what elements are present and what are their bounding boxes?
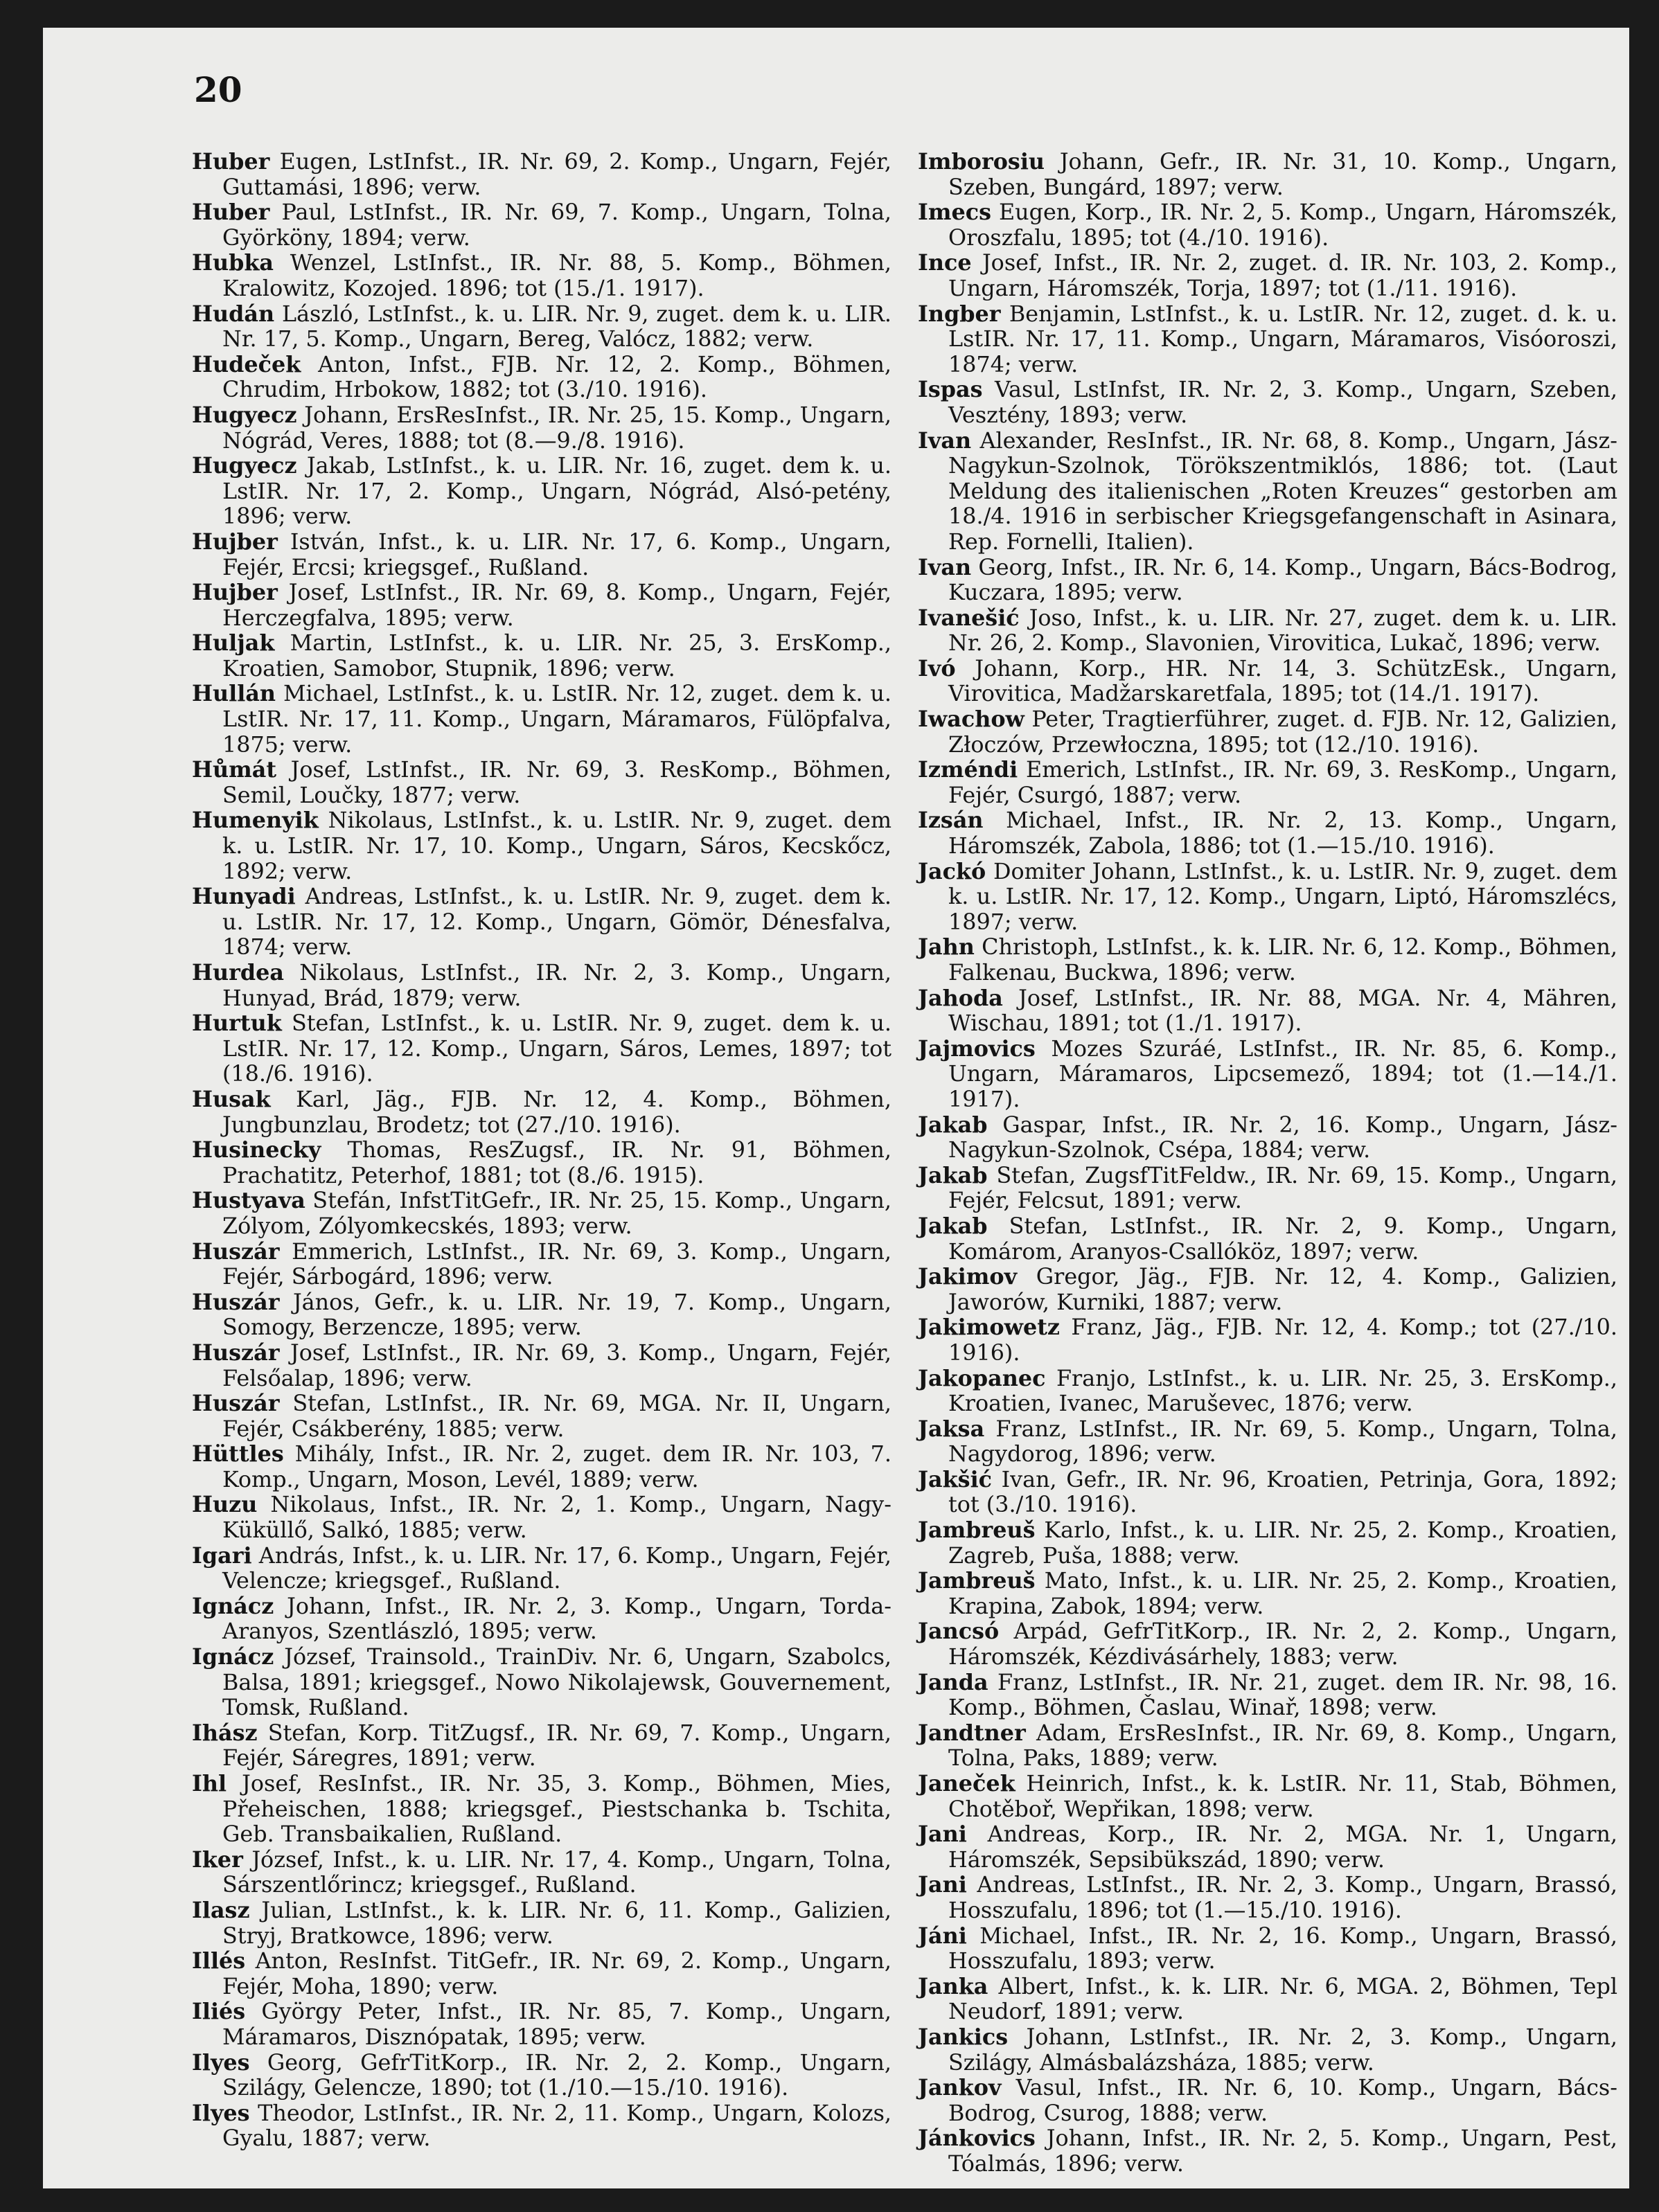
entry-surname: Jáni	[918, 1923, 967, 1949]
list-entry	[918, 1873, 1617, 1923]
list-entry	[192, 580, 891, 631]
entry-details: Johann, Gefr., IR. Nr. 31, 10. Komp., Ungarn, Szeben, Bungárd, 1897; verw.	[948, 149, 1617, 200]
entry-surname: Hujber	[192, 580, 278, 606]
list-entry	[192, 1442, 891, 1492]
list-entry	[918, 2126, 1617, 2177]
entry-surname: Jancsó	[918, 1618, 1000, 1645]
entry-surname: Janda	[918, 1669, 988, 1695]
entry-details: Emerich, LstInfst., IR. Nr. 69, 3. ResKomp., Ungarn, Fejér, Csurgó, 1887; verw.	[948, 757, 1617, 808]
list-entry	[192, 961, 891, 1011]
entry-details: Joso, Infst., k. u. LIR. Nr. 27, zuget. dem k. u. LIR. Nr. 26, 2. Komp., Slavonien, Virovitica, Lukač, 1896; verw.	[948, 605, 1617, 657]
entry-surname: Jakšić	[918, 1466, 993, 1492]
list-entry	[192, 1341, 891, 1391]
entry-details: Franz, LstInfst., IR. Nr. 21, zuget. dem IR. Nr. 98, 16. Komp., Böhmen, Časlau, Winař, 1898; verw.	[948, 1669, 1618, 1721]
entry-details: Johann, Infst., IR. Nr. 2, 5. Komp., Ungarn, Pest, Tóalmás, 1896; verw.	[948, 2125, 1617, 2177]
entry-details: Franz, LstInfst., IR. Nr. 69, 5. Komp., Ungarn, Tolna, Nagydorog, 1896; verw.	[948, 1416, 1617, 1468]
entry-surname: Janka	[918, 1973, 988, 1999]
list-entry	[918, 2076, 1617, 2126]
list-entry	[918, 1721, 1617, 1772]
entry-surname: Hůmát	[192, 757, 277, 783]
entry-details: Albert, Infst., k. k. LIR. Nr. 6, MGA. 2, Böhmen, Tepl Neudorf, 1891; verw.	[948, 1973, 1618, 2025]
left-column	[192, 150, 891, 2152]
list-entry	[918, 1569, 1617, 1619]
entry-surname: Jakimowetz	[918, 1314, 1060, 1341]
entry-surname: Husak	[192, 1086, 271, 1112]
entry-details: Mozes Szuráé, LstInfst., IR. Nr. 85, 6. Komp., Ungarn, Máramaros, Lipcsemező, 1894; tot (1.—14./1. 1917).	[948, 1035, 1617, 1112]
entry-surname: Jakab	[918, 1112, 988, 1138]
entry-surname: Jankov	[918, 2075, 1002, 2101]
entry-surname: Ilyes	[192, 2049, 250, 2076]
entry-details: Thomas, ResZugsf., IR. Nr. 91, Böhmen, Prachatitz, Peterhof, 1881; tot (8./6. 1915).	[222, 1137, 891, 1188]
entry-surname: Jahoda	[918, 985, 1003, 1011]
entry-details: Franjo, LstInfst., k. u. LIR. Nr. 25, 3. ErsKomp., Kroatien, Ivanec, Maruševec, 1876; verw.	[948, 1365, 1617, 1417]
list-entry	[918, 1037, 1617, 1113]
entry-details: Josef, LstInfst., IR. Nr. 69, 8. Komp., Ungarn, Fejér, Herczegfalva, 1895; verw.	[222, 580, 892, 631]
entry-surname: Ignácz	[192, 1593, 274, 1619]
entry-details: András, Infst., k. u. LIR. Nr. 17, 6. Komp., Ungarn, Fejér, Velencze; kriegsgef., Rußland.	[222, 1542, 892, 1594]
page-number: 20	[194, 69, 242, 110]
list-entry	[918, 986, 1617, 1037]
list-entry	[918, 1619, 1617, 1670]
list-entry	[918, 808, 1617, 859]
entry-details: Nikolaus, LstInfst., IR. Nr. 2, 3. Komp., Ungarn, Hunyad, Brád, 1879; verw.	[222, 960, 891, 1011]
entry-surname: Ihász	[192, 1720, 258, 1746]
list-entry	[918, 859, 1617, 936]
entry-surname: Jambreuš	[918, 1568, 1036, 1594]
entry-details: Alexander, ResInfst., IR. Nr. 68, 8. Komp., Ungarn, Jász-Nagykun-Szolnok, Törökszentmiklós, 1886; tot. (Laut Meldung des italienischen „Roten Kreuzes“ gestorben am 18./4. 1916 in serbischer Kriegsgefangenschaft in Asinara, Rep. Fornelli, Italien).	[948, 427, 1617, 555]
document-page	[43, 28, 1629, 2188]
list-entry	[918, 251, 1617, 301]
list-entry	[918, 150, 1617, 200]
entry-surname: Jankics	[918, 2024, 1009, 2050]
list-entry	[918, 429, 1617, 555]
entry-surname: Huszár	[192, 1289, 280, 1315]
entry-details: Theodor, LstInfst., IR. Nr. 2, 11. Komp., Ungarn, Kolozs, Gyalu, 1887; verw.	[222, 2100, 891, 2152]
entry-details: László, LstInfst., k. u. LIR. Nr. 9, zuget. dem k. u. LIR. Nr. 17, 5. Komp., Ungarn, Bereg, Valócz, 1882; verw.	[222, 301, 891, 353]
entry-surname: Ivan	[918, 427, 972, 454]
entry-details: Nikolaus, Infst., IR. Nr. 2, 1. Komp., Ungarn, Nagy-Küküllő, Salkó, 1885; verw.	[222, 1492, 892, 1544]
entry-details: Michael, LstInfst., k. u. LstIR. Nr. 12, zuget. dem k. u. LstIR. Nr. 17, 11. Komp., Ungarn, Máramaros, Fülöpfalva, 1875; verw.	[222, 681, 892, 758]
entry-details: Georg, Infst., IR. Nr. 6, 14. Komp., Ungarn, Bács-Bodrog, Kuczara, 1895; verw.	[948, 554, 1617, 606]
entry-details: Andreas, LstInfst., IR. Nr. 2, 3. Komp., Ungarn, Brassó, Hosszufalu, 1896; tot (1.—15./10. 1916).	[948, 1872, 1617, 1923]
entry-surname: Humenyik	[192, 808, 319, 834]
entry-surname: Ingber	[918, 301, 1001, 327]
entry-details: Peter, Tragtierführer, zuget. d. FJB. Nr. 12, Galizien, Złoczów, Przewłoczna, 1895; tot (12./10. 1916).	[948, 706, 1617, 758]
entry-details: Vasul, LstInfst, IR. Nr. 2, 3. Komp., Ungarn, Szeben, Vesztény, 1893; verw.	[948, 377, 1617, 428]
list-entry	[918, 1315, 1617, 1366]
entry-details: Josef, Infst., IR. Nr. 2, zuget. d. IR. Nr. 103, 2. Komp., Ungarn, Háromszék, Torja, 1897; tot (1./11. 1916).	[948, 250, 1617, 301]
entry-details: Josef, LstInfst., IR. Nr. 88, MGA. Nr. 4, Mähren, Wischau, 1891; tot (1./1. 1917).	[948, 985, 1617, 1037]
entry-surname: Hubka	[192, 250, 274, 276]
list-entry	[192, 454, 891, 530]
list-entry	[192, 631, 891, 681]
list-entry	[918, 1924, 1617, 1974]
entry-details: Adam, ErsResInfst., IR. Nr. 69, 8. Komp., Ungarn, Tolna, Paks, 1889; verw.	[948, 1720, 1617, 1772]
entry-details: Stefan, LstInfst., k. u. LstIR. Nr. 9, zuget. dem k. u. LstIR. Nr. 17, 12. Komp., Ungarn, Sáros, Lemes, 1897; tot (18./6. 1916).	[222, 1010, 892, 1087]
entry-details: Johann, ErsResInfst., IR. Nr. 25, 15. Komp., Ungarn, Nógrád, Veres, 1888; tot (8.—9./8. 1916).	[222, 402, 891, 454]
list-entry	[192, 1772, 891, 1848]
list-entry	[918, 200, 1617, 251]
entry-surname: Huszár	[192, 1391, 280, 1417]
entry-surname: Ignácz	[192, 1644, 274, 1670]
list-entry	[192, 353, 891, 403]
list-entry	[192, 150, 891, 200]
entry-details: Heinrich, Infst., k. k. LstIR. Nr. 11, Stab, Böhmen, Chotěboř, Wepřikan, 1898; verw.	[948, 1771, 1617, 1822]
entry-details: Jakab, LstInfst., k. u. LIR. Nr. 16, zuget. dem k. u. LstIR. Nr. 17, 2. Komp., Ungarn, Nógrád, Alsó-petény, 1896; verw.	[222, 453, 891, 530]
entry-details: Georg, GefrTitKorp., IR. Nr. 2, 2. Komp., Ungarn, Szilágy, Gelencze, 1890; tot (1./10.—15./10. 1916).	[222, 2049, 892, 2101]
entry-details: Wenzel, LstInfst., IR. Nr. 88, 5. Komp., Böhmen, Kralowitz, Kozojed. 1896; tot (15./1. 1917).	[222, 250, 891, 301]
entry-surname: Jackó	[918, 858, 986, 884]
entry-surname: Jakopanec	[918, 1365, 1046, 1391]
list-entry	[918, 657, 1617, 707]
entry-surname: Ivanešić	[918, 605, 1020, 631]
list-entry	[192, 1848, 891, 1898]
list-entry	[192, 1240, 891, 1290]
entry-surname: Ivan	[918, 554, 972, 580]
entry-surname: Hurdea	[192, 960, 284, 985]
entry-details: Paul, LstInfst., IR. Nr. 69, 7. Komp., Ungarn, Tolna, Györköny, 1894; verw.	[222, 199, 892, 251]
list-entry	[192, 1721, 891, 1772]
entry-surname: Ihl	[192, 1771, 227, 1796]
entry-surname: Huber	[192, 149, 270, 175]
entry-surname: Imecs	[918, 199, 992, 226]
entry-surname: Ince	[918, 250, 972, 276]
entry-details: Domiter Johann, LstInfst., k. u. LstIR. Nr. 9, zuget. dem k. u. LstIR. Nr. 17, 12. Komp., Ungarn, Liptó, Háromszlécs, 1897; verw.	[948, 858, 1617, 935]
entry-details: Vasul, Infst., IR. Nr. 6, 10. Komp., Ungarn, Bács-Bodrog, Csurog, 1888; verw.	[948, 2075, 1617, 2126]
entry-surname: Hullán	[192, 681, 276, 707]
entry-details: Stefan, Korp. TitZugsf., IR. Nr. 69, 7. Komp., Ungarn, Fejér, Sáregres, 1891; verw.	[222, 1720, 891, 1772]
list-entry	[192, 1898, 891, 1949]
entry-details: Arpád, GefrTitKorp., IR. Nr. 2, 2. Komp., Ungarn, Háromszék, Kézdivásárhely, 1883; verw.	[948, 1618, 1617, 1670]
list-entry	[192, 758, 891, 808]
list-entry	[192, 1949, 891, 1999]
list-entry	[918, 1265, 1617, 1315]
entry-surname: Ivó	[918, 655, 956, 681]
list-entry	[192, 1645, 891, 1721]
entry-surname: Hugyecz	[192, 453, 297, 479]
entry-details: Karlo, Infst., k. u. LIR. Nr. 25, 2. Komp., Kroatien, Zagreb, Puša, 1888; verw.	[948, 1517, 1618, 1569]
right-column	[918, 150, 1617, 2177]
list-entry	[918, 1366, 1617, 1417]
entry-surname: Jandtner	[918, 1720, 1026, 1746]
list-entry	[192, 1138, 891, 1188]
list-entry	[192, 1391, 891, 1442]
list-entry	[192, 808, 891, 884]
list-entry	[918, 935, 1617, 985]
entry-details: Josef, LstInfst., IR. Nr. 69, 3. ResKomp., Böhmen, Semil, Loučky, 1877; verw.	[222, 757, 891, 808]
entry-surname: Illés	[192, 1948, 246, 1974]
entry-surname: Huljak	[192, 630, 275, 657]
list-entry	[918, 1214, 1617, 1265]
list-entry	[192, 2051, 891, 2101]
entry-details: Stefán, InfstTitGefr., IR. Nr. 25, 15. Komp., Ungarn, Zólyom, Zólyomkecskés, 1893; verw.	[222, 1188, 891, 1239]
entry-details: Anton, ResInfst. TitGefr., IR. Nr. 69, 2. Komp., Ungarn, Fejér, Moha, 1890; verw.	[222, 1948, 891, 1999]
list-entry	[192, 681, 891, 758]
entry-surname: Hüttles	[192, 1441, 284, 1468]
list-entry	[192, 1290, 891, 1341]
entry-details: József, Infst., k. u. LIR. Nr. 17, 4. Komp., Ungarn, Tolna, Sárszentlőrincz; kriegsgef., Rußland.	[222, 1846, 892, 1898]
entry-surname: Janeček	[918, 1771, 1015, 1796]
entry-surname: Iwachow	[918, 706, 1024, 733]
entry-details: Emmerich, LstInfst., IR. Nr. 69, 3. Komp., Ungarn, Fejér, Sárbogárd, 1896; verw.	[222, 1238, 891, 1290]
list-entry	[918, 555, 1617, 606]
entry-surname: Jakab	[918, 1213, 988, 1239]
entry-details: József, Trainsold., TrainDiv. Nr. 6, Ungarn, Szabolcs, Balsa, 1891; kriegsgef., Nowo Nikolajewsk, Gouvernement, Tomsk, Rußland.	[222, 1644, 891, 1721]
entry-details: Eugen, LstInfst., IR. Nr. 69, 2. Komp., Ungarn, Fejér, Guttamási, 1896; verw.	[222, 149, 891, 200]
entry-details: István, Infst., k. u. LIR. Nr. 17, 6. Komp., Ungarn, Fejér, Ercsi; kriegsgef., Rußland.	[222, 528, 892, 580]
list-entry	[192, 1492, 891, 1543]
entry-surname: Ilyes	[192, 2100, 250, 2126]
entry-surname: Hudán	[192, 301, 275, 327]
entry-surname: Hujber	[192, 528, 278, 555]
list-entry	[918, 1670, 1617, 1721]
entry-details: Andreas, Korp., IR. Nr. 2, MGA. Nr. 1, Ungarn, Háromszék, Sepsibükszád, 1890; verw.	[948, 1821, 1617, 1873]
list-entry	[192, 1011, 891, 1087]
list-entry	[192, 251, 891, 301]
entry-details: Michael, Infst., IR. Nr. 2, 16. Komp., Ungarn, Brassó, Hosszufalu, 1893; verw.	[948, 1923, 1617, 1974]
entry-details: János, Gefr., k. u. LIR. Nr. 19, 7. Komp., Ungarn, Somogy, Berzencze, 1895; verw.	[222, 1289, 891, 1341]
list-entry	[918, 1417, 1617, 1468]
list-entry	[192, 302, 891, 353]
list-entry	[192, 1594, 891, 1645]
entry-surname: Iliés	[192, 1999, 246, 2025]
entry-surname: Jaksa	[918, 1416, 985, 1442]
entry-surname: Jani	[918, 1821, 967, 1848]
list-entry	[918, 707, 1617, 758]
entry-surname: Jánkovics	[918, 2125, 1036, 2152]
entry-surname: Imborosiu	[918, 149, 1045, 175]
list-entry	[918, 606, 1617, 657]
entry-details: Johann, Korp., HR. Nr. 14, 3. SchützEsk., Ungarn, Virovitica, Madžarskaretfala, 1895; tot (14./1. 1917).	[948, 655, 1618, 707]
entry-details: Mato, Infst., k. u. LIR. Nr. 25, 2. Komp., Kroatien, Krapina, Zabok, 1894; verw.	[948, 1568, 1617, 1619]
entry-details: Stefan, ZugsfTitFeldw., IR. Nr. 69, 15. Komp., Ungarn, Fejér, Felcsut, 1891; verw.	[948, 1162, 1618, 1214]
entry-details: Christoph, LstInfst., k. k. LIR. Nr. 6, 12. Komp., Böhmen, Falkenau, Buckwa, 1896; verw.	[948, 934, 1617, 985]
entry-details: Anton, Infst., FJB. Nr. 12, 2. Komp., Böhmen, Chrudim, Hrbokow, 1882; tot (3./10. 1916).	[222, 351, 892, 403]
entry-surname: Igari	[192, 1542, 252, 1569]
entry-details: Michael, Infst., IR. Nr. 2, 13. Komp., Ungarn, Háromszék, Zabola, 1886; tot (1.—15./10. 1916).	[948, 808, 1617, 859]
list-entry	[192, 1544, 891, 1594]
entry-surname: Jambreuš	[918, 1517, 1036, 1544]
entry-surname: Hurtuk	[192, 1010, 282, 1037]
entry-surname: Izméndi	[918, 757, 1018, 783]
list-entry	[918, 302, 1617, 378]
entry-surname: Husinecky	[192, 1137, 321, 1163]
entry-details: Karl, Jäg., FJB. Nr. 12, 4. Komp., Böhmen, Jungbunzlau, Brodetz; tot (27./10. 1916).	[222, 1086, 892, 1138]
entry-surname: Iker	[192, 1846, 243, 1873]
entry-details: Eugen, Korp., IR. Nr. 2, 5. Komp., Ungarn, Háromszék, Oroszfalu, 1895; tot (4./10. 1916).	[948, 199, 1617, 251]
list-entry	[192, 1999, 891, 2050]
entry-surname: Hudeček	[192, 351, 301, 377]
list-entry	[192, 884, 891, 961]
list-entry	[918, 1163, 1617, 1214]
entry-surname: Jakab	[918, 1162, 988, 1188]
entry-surname: Huzu	[192, 1492, 258, 1518]
entry-details: Mihály, Infst., IR. Nr. 2, zuget. dem IR. Nr. 103, 7. Komp., Ungarn, Moson, Levél, 1889; verw.	[222, 1441, 891, 1492]
list-entry	[192, 1188, 891, 1239]
entry-details: György Peter, Infst., IR. Nr. 85, 7. Komp., Ungarn, Máramaros, Disznópatak, 1895; verw.	[222, 1999, 891, 2050]
entry-details: Julian, LstInfst., k. k. LIR. Nr. 6, 11. Komp., Galizien, Stryj, Bratkowce, 1896; verw.	[222, 1897, 891, 1949]
list-entry	[918, 377, 1617, 428]
entry-details: Franz, Jäg., FJB. Nr. 12, 4. Komp.; tot (27./10. 1916).	[948, 1314, 1617, 1366]
entry-details: Ivan, Gefr., IR. Nr. 96, Kroatien, Petrinja, Gora, 1892; tot (3./10. 1916).	[948, 1466, 1617, 1518]
entry-surname: Ilasz	[192, 1897, 250, 1923]
list-entry	[918, 1974, 1617, 2025]
list-entry	[918, 2025, 1617, 2076]
list-entry	[192, 403, 891, 454]
list-entry	[192, 2101, 891, 2152]
entry-surname: Jakimov	[918, 1264, 1018, 1290]
entry-surname: Hugyecz	[192, 402, 297, 428]
entry-surname: Hustyava	[192, 1188, 305, 1214]
list-entry	[192, 530, 891, 580]
list-entry	[192, 200, 891, 251]
entry-details: Andreas, LstInfst., k. u. LstIR. Nr. 9, zuget. dem k. u. LstIR. Nr. 17, 12. Komp., Ungarn, Gömör, Dénesfalva, 1874; verw.	[222, 884, 891, 961]
list-entry	[918, 1518, 1617, 1569]
entry-details: Josef, LstInfst., IR. Nr. 69, 3. Komp., Ungarn, Fejér, Felsőalap, 1896; verw.	[222, 1339, 891, 1391]
entry-details: Johann, Infst., IR. Nr. 2, 3. Komp., Ungarn, Torda-Aranyos, Szentlászló, 1895; verw.	[222, 1593, 892, 1645]
entry-details: Gregor, Jäg., FJB. Nr. 12, 4. Komp., Galizien, Jaworów, Kurniki, 1887; verw.	[948, 1264, 1617, 1315]
entry-details: Stefan, LstInfst., IR. Nr. 69, MGA. Nr. II, Ungarn, Fejér, Csákberény, 1885; verw.	[222, 1391, 892, 1442]
list-entry	[918, 1772, 1617, 1822]
entry-surname: Jani	[918, 1872, 967, 1898]
entry-surname: Huszár	[192, 1238, 280, 1265]
entry-surname: Jajmovics	[918, 1035, 1036, 1062]
entry-surname: Ispas	[918, 377, 983, 403]
entry-surname: Hunyadi	[192, 884, 296, 910]
entry-details: Benjamin, LstInfst., k. u. LstIR. Nr. 12, zuget. d. k. u. LstIR. Nr. 17, 11. Komp., Ungarn, Máramaros, Visóoroszi, 1874; verw.	[948, 301, 1617, 377]
entry-details: Nikolaus, LstInfst., k. u. LstIR. Nr. 9, zuget. dem k. u. LstIR. Nr. 17, 10. Komp., Ungarn, Sáros, Kecskőcz, 1892; verw.	[222, 808, 891, 884]
entry-surname: Jahn	[918, 934, 975, 961]
entry-surname: Huszár	[192, 1339, 280, 1366]
entry-surname: Huber	[192, 199, 270, 226]
entry-details: Stefan, LstInfst., IR. Nr. 2, 9. Komp., Ungarn, Komárom, Aranyos-Csallóköz, 1897; verw.	[948, 1213, 1618, 1265]
entry-details: Josef, ResInfst., IR. Nr. 35, 3. Komp., Böhmen, Mies, Přeheischen, 1888; kriegsgef., Piestschanka b. Tschita, Geb. Transbaikalien, Rußland.	[222, 1771, 891, 1848]
entry-details: Gaspar, Infst., IR. Nr. 2, 16. Komp., Ungarn, Jász-Nagykun-Szolnok, Csépa, 1884; verw.	[948, 1112, 1617, 1163]
entry-details: Martin, LstInfst., k. u. LIR. Nr. 25, 3. ErsKomp., Kroatien, Samobor, Stupnik, 1896; verw.	[222, 630, 892, 681]
entry-details: Johann, LstInfst., IR. Nr. 2, 3. Komp., Ungarn, Szilágy, Almásbalázsháza, 1885; verw.	[948, 2024, 1617, 2076]
list-entry	[918, 1113, 1617, 1163]
list-entry	[918, 758, 1617, 808]
list-entry	[918, 1822, 1617, 1873]
list-entry	[192, 1087, 891, 1138]
entry-surname: Izsán	[918, 808, 984, 834]
list-entry	[918, 1468, 1617, 1518]
